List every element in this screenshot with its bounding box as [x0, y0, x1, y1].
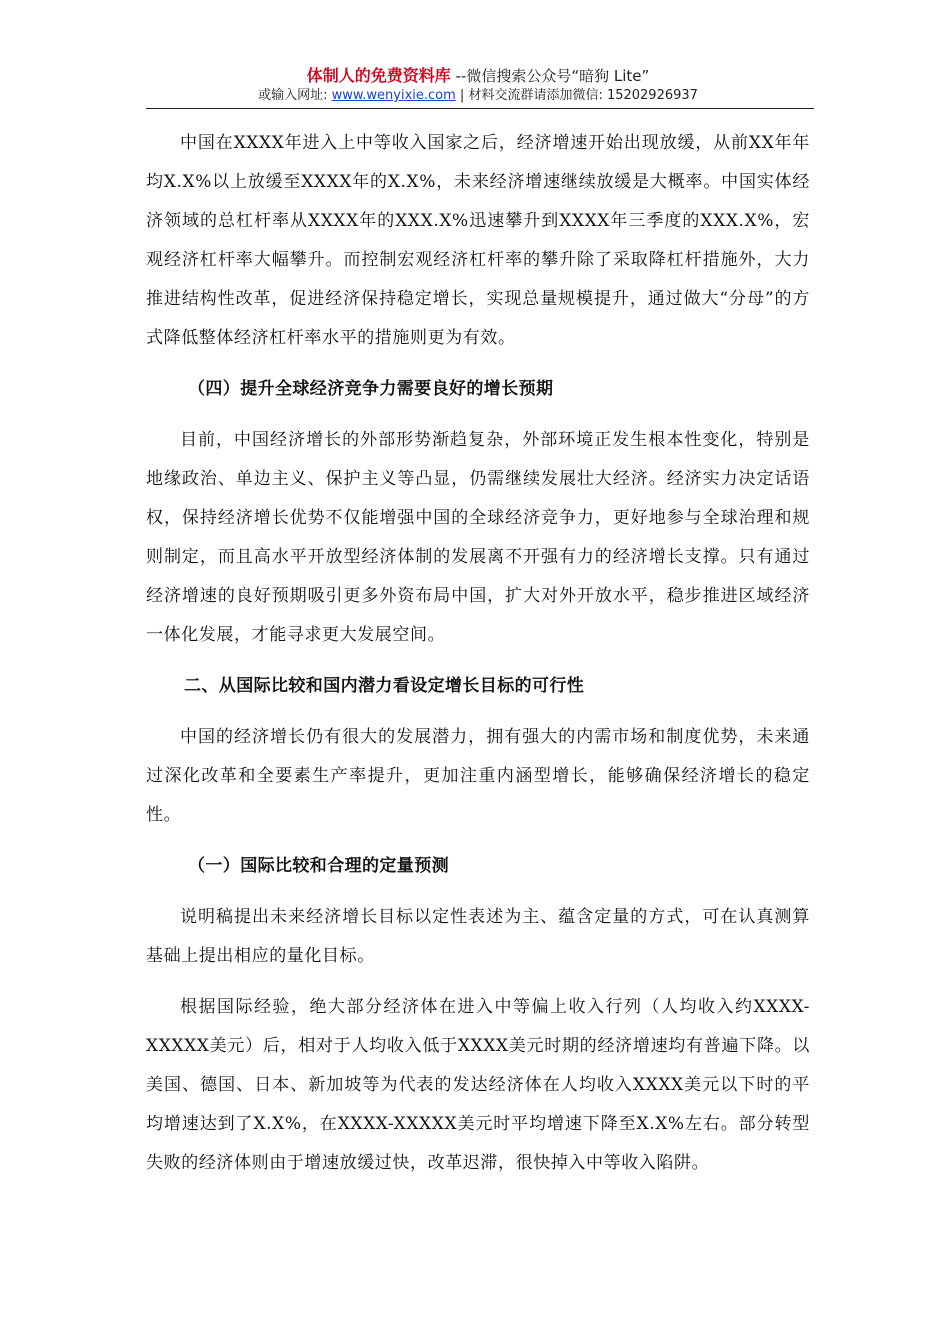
section-heading-1: （一）国际比较和合理的定量预测	[188, 856, 449, 876]
header-line-1	[146, 66, 810, 86]
website-link[interactable]: www.wenyixie.com	[331, 88, 456, 103]
section-heading-2: 二、从国际比较和国内潜力看设定增长目标的可行性	[184, 676, 585, 696]
paragraph: 说明稿提出未来经济增长目标以定性表述为主、蕴含定量的方式，可在认真测算基础上提出相应的量化目标。	[146, 907, 810, 966]
document-body	[146, 124, 810, 1183]
section-heading-4: （四）提升全球经济竞争力需要良好的增长预期	[188, 379, 554, 399]
brand-title: 体制人的免费资料库	[306, 66, 451, 85]
paragraph: 目前，中国经济增长的外部形势渐趋复杂，外部环境正发生根本性变化，特别是地缘政治、单边主义、保护主义等凸显，仍需继续发展壮大经济。经济实力决定话语权，保持经济增长优势不仅能增强中国的全球经济竞争力，更好地参与全球治理和规则制定，而且高水平开放型经济体制的发展离不开强有力的经济增长支撑。只有通过经济增速的良好预期吸引更多外资布局中国，扩大对外开放水平，稳步推进区域经济一体化发展，才能寻求更大发展空间。	[146, 430, 810, 645]
header-line-2	[146, 86, 810, 105]
page-header	[146, 66, 810, 105]
contact-info: | 材料交流群请添加微信: 15202926937	[455, 88, 698, 103]
paragraph: 中国在XXXX年进入上中等收入国家之后，经济增速开始出现放缓，从前XX年年均X.X%以上放缓至XXXX年的X.X%，未来经济增速继续放缓是大概率。中国实体经济领域的总杠杆率从XXXX年的XXX.X%迅速攀升到XXXX年三季度的XXX.X%，宏观经济杠杆率大幅攀升。而控制宏观经济杠杆率的攀升除了采取降杠杆措施外，大力推进结构性改革，促进经济保持稳定增长，实现总量规模提升，通过做大“分母”的方式降低整体经济杠杆率水平的措施则更为有效。	[146, 133, 810, 348]
url-label: 或输入网址:	[258, 88, 332, 103]
header-slogan: --微信搜索公众号“暗狗 Lite”	[450, 67, 650, 85]
paragraph: 中国的经济增长仍有很大的发展潜力，拥有强大的内需市场和制度优势，未来通过深化改革和全要素生产率提升，更加注重内涵型增长，能够确保经济增长的稳定性。	[146, 727, 810, 825]
paragraph: 根据国际经验，绝大部分经济体在进入中等偏上收入行列（人均收入约XXXX-XXXXX美元）后，相对于人均收入低于XXXX美元时期的经济增速均有普遍下降。以美国、德国、日本、新加坡等为代表的发达经济体在人均收入XXXX美元以下时的平均增速达到了X.X%，在XXXX-XXXXX美元时平均增速下降至X.X%左右。部分转型失败的经济体则由于增速放缓过快，改革迟滞，很快掉入中等收入陷阱。	[146, 997, 810, 1173]
header-divider	[146, 108, 814, 109]
